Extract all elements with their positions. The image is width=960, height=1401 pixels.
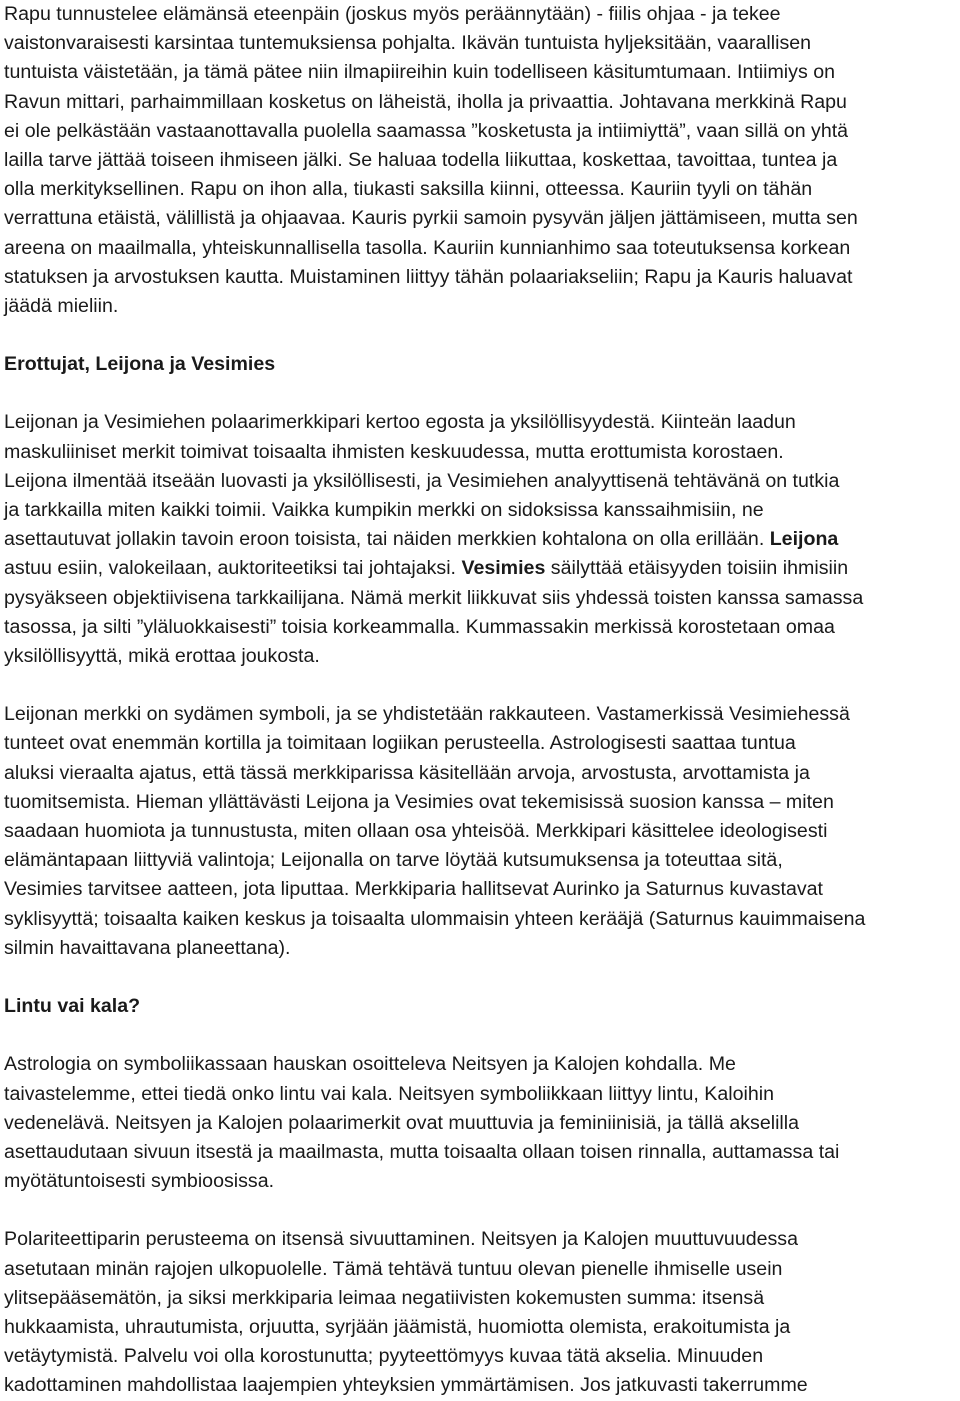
text-line: tasossa, ja silti ”yläluokkaisesti” toisia korkeammalla. Kummassakin merkissä korostetaan omaa: [4, 615, 835, 638]
paragraph-polariteettipari: [4, 1225, 960, 1400]
paragraph-rapu-kauris: [4, 0, 960, 321]
text-segment: säilyttää etäisyyden toisiin ihmisiin: [550, 557, 849, 580]
text-line: myötätuntoisesti symbioosissa.: [4, 1170, 275, 1193]
text-line: vetäytymistä. Palvelu voi olla korostunutta; pyyteettömyys kuvaa tätä akselia. Minuuden: [4, 1345, 764, 1368]
text-line: taivastelemme, ettei tiedä onko lintu vai kala. Neitsyen symboliikkaan liittyy lintu, Kaloihin: [4, 1082, 774, 1105]
spacer: [4, 321, 960, 350]
text-line: Rapu tunnustelee elämänsä eteenpäin (joskus myös peräännytään) - fiilis ohjaa - ja tekee: [4, 3, 781, 25]
text-line: saadaan huomiota ja tunnustusta, miten ollaan osa yhteisöä. Merkkipari käsittelee ideologisesti: [4, 820, 828, 843]
bold-term-vesimies: Vesimies: [461, 557, 546, 580]
text-line: jäädä mieliin.: [4, 295, 119, 318]
text-line: yksilöllisyyttä, mikä erottaa joukosta.: [4, 645, 320, 668]
text-line: syklisyyttä; toisaalta kaiken keskus ja toisaalta ulommaisin yhteen kerääjä (Saturnus kauimmaisena: [4, 907, 866, 930]
text-line: vaistonvaraisesti karsintaa tuntemuksiensa pohjalta. Ikävän tuntuista hyljeksitään, vaarallisen: [4, 32, 812, 55]
text-line: Astrologia on symboliikassaan hauskan osoitteleva Neitsyen ja Kalojen kohdalla. Me: [4, 1053, 736, 1076]
text-line: tunteet ovat enemmän kortilla ja toimitaan logiikan perusteella. Astrologisesti saattaa tuntua: [4, 732, 796, 755]
text-line: vedenelävä. Neitsyen ja Kalojen polaarimerkit ovat muuttuvia ja feminiinisiä, ja tällä akselilla: [4, 1111, 800, 1134]
text-line: asetutaan minän rajojen ulkopuolelle. Tämä tehtävä tuntuu olevan pienelle ihmiselle usein: [4, 1257, 783, 1280]
text-line: [4, 525, 960, 554]
section-heading-lintu-vai-kala: Lintu vai kala?: [4, 995, 141, 1018]
text-line: Ravun mittari, parhaimmillaan kosketus on läheistä, iholla ja privaattia. Johtavana merkkinä Rapu: [4, 90, 847, 113]
text-line: olla merkityksellinen. Rapu on ihon alla, tiukasti saksilla kiinni, otteessa. Kauriin tyyli on tähän: [4, 178, 813, 201]
text-line: silmin havaittavana planeettana).: [4, 936, 291, 959]
text-line: [4, 554, 960, 583]
text-line: elämäntapaan liittyviä valintoja; Leijonalla on tarve löytää kutsumuksensa ja toteuttaa sitä,: [4, 849, 783, 872]
text-line: pysyäkseen objektiivisena tarkkailijana. Nämä merkit liikkuvat siis yhdessä toisten kanssa samassa: [4, 586, 864, 609]
text-line: ei ole pelkästään vastaanottavalla puolella saamassa ”kosketusta ja intiimiyttä”, vaan sillä on yhtä: [4, 119, 849, 142]
text-segment: astuu esiin, valokeilaan, auktoriteetiksi tai johtajaksi.: [4, 557, 456, 580]
text-line: kadottaminen mahdollistaa laajempien yhteyksien ymmärtämisen. Jos jatkuvasti takerrumme: [4, 1374, 808, 1397]
text-line: tuomitsemista. Hieman yllättävästi Leijona ja Vesimies ovat tekemisissä suosion kanssa – miten: [4, 790, 834, 813]
text-line: maskuliiniset merkit toimivat toisaalta ihmisten keskuudessa, mutta erottumista korostaen.: [4, 440, 784, 463]
text-line: areena on maailmalla, yhteiskunnallisella tasolla. Kauriin kunnianhimo saa toteutuksensa korkean: [4, 236, 851, 259]
text-line: ja tarkkailla miten kaikki toimii. Vaikka kumpikin merkki on sidoksissa kanssaihmisiin, ne: [4, 499, 764, 522]
text-line: ylitsepääsemätön, ja siksi merkkiparia leimaa negatiivisten kokemusten summa: itsensä: [4, 1286, 765, 1309]
spacer: [4, 379, 960, 408]
paragraph-neitsyt-kalat: [4, 1050, 960, 1196]
paragraph-leijona-vesimies: [4, 408, 960, 671]
text-line: asettaudutaan sivuun itsestä ja maailmasta, mutta toisaalta ollaan toisen rinnalla, auttamassa tai: [4, 1140, 840, 1163]
text-line: Leijona ilmentää itseään luovasti ja yksilöllisesti, ja Vesimiehen analyyttisenä tehtävänä on tutkia: [4, 469, 840, 492]
spacer: [4, 1021, 960, 1050]
text-line: tuntuista väistetään, ja tämä pätee niin ilmapiireihin kuin todelliseen käsitumtumaan. Intiimiys on: [4, 61, 835, 84]
text-line: Vesimies tarvitsee aatteen, jota liputtaa. Merkkiparia hallitsevat Aurinko ja Saturnus kuvastavat: [4, 878, 824, 901]
text-line: verrattuna etäistä, välillistä ja ohjaavaa. Kauris pyrkii samoin pysyvän jäljen jättämiseen, mutta sen: [4, 207, 858, 230]
paragraph-sydamen-symboli: [4, 700, 960, 963]
spacer: [4, 671, 960, 700]
text-line: Polariteettiparin perusteema on itsensä sivuuttaminen. Neitsyen ja Kalojen muuttuvuudessa: [4, 1228, 798, 1251]
text-line: aluksi vieraalta ajatus, että tässä merkkiparissa käsitellään arvoja, arvostusta, arvottamista ja: [4, 761, 810, 784]
section-heading-erottujat: Erottujat, Leijona ja Vesimies: [4, 353, 276, 376]
text-segment: asettautuvat jollakin tavoin eroon toisista, tai näiden merkkien kohtalona on olla erillään.: [4, 528, 765, 551]
text-line: lailla tarve jättää toiseen ihmiseen jälki. Se haluaa todella liikuttaa, koskettaa, tavoittaa, tuntea ja: [4, 149, 838, 172]
spacer: [4, 1196, 960, 1225]
text-line: statuksen ja arvostuksen kautta. Muistaminen liittyy tähän polaariakseliin; Rapu ja Kauris haluavat: [4, 265, 853, 288]
text-line: Leijonan ja Vesimiehen polaarimerkkipari kertoo egosta ja yksilöllisyydestä. Kiinteän laadun: [4, 411, 796, 434]
spacer: [4, 963, 960, 992]
bold-term-leijona: Leijona: [769, 528, 839, 551]
text-line: Leijonan merkki on sydämen symboli, ja se yhdistetään rakkauteen. Vastamerkissä Vesimiehessä: [4, 703, 850, 726]
text-line: hukkaamista, uhrautumista, orjuutta, syrjään jäämistä, huomiotta olemista, erakoitumista ja: [4, 1315, 791, 1338]
